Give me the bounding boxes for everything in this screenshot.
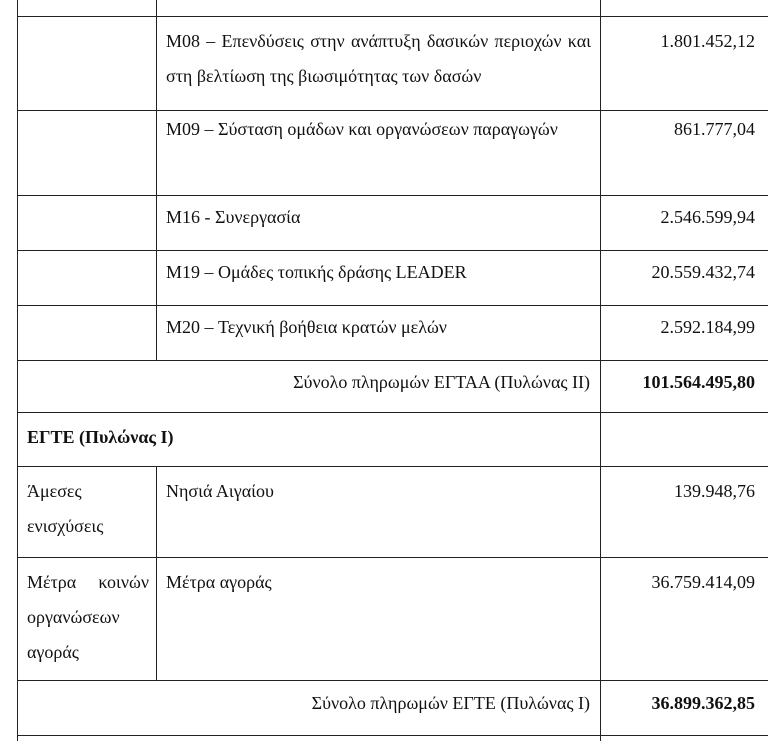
row-divider xyxy=(17,250,768,251)
row-divider xyxy=(17,412,768,413)
total-eafrd-amount: 101.564.495,80 xyxy=(642,372,755,392)
row-divider xyxy=(17,16,768,17)
amount-cell: 36.759.414,09 xyxy=(651,572,755,592)
amount-cell: 2.592.184,99 xyxy=(660,317,755,337)
measure-cell: M20 – Τεχνική βοήθεια κρατών μελών xyxy=(166,317,447,337)
column-divider xyxy=(156,0,157,360)
row-divider xyxy=(17,360,768,361)
total-eagf-label: Σύνολο πληρωμών ΕΓΤΕ (Πυλώνας Ι) xyxy=(311,693,590,713)
measure-cell: M16 - Συνεργασία xyxy=(166,207,301,227)
total-eagf-amount: 36.899.362,85 xyxy=(651,693,755,713)
row-divider xyxy=(17,557,768,558)
category-cell: Άμεσες ενισχύσεις xyxy=(27,481,104,536)
total-eafrd-label: Σύνολο πληρωμών ΕΓΤΑΑ (Πυλώνας ΙΙ) xyxy=(293,372,590,392)
row-divider xyxy=(17,195,768,196)
column-divider xyxy=(156,466,157,680)
amount-cell: 1.801.452,12 xyxy=(660,31,755,51)
amount-cell: 861.777,04 xyxy=(674,119,755,139)
column-divider xyxy=(600,0,601,741)
row-divider xyxy=(17,305,768,306)
measure-cell: Νησιά Αιγαίου xyxy=(166,481,274,501)
amount-cell: 2.546.599,94 xyxy=(660,207,755,227)
measure-cell: M09 – Σύσταση ομάδων και οργανώσεων παραγωγών xyxy=(166,119,558,139)
eagf-section-header: ΕΓΤΕ (Πυλώνας Ι) xyxy=(27,427,174,447)
measure-cell: M19 – Ομάδες τοπικής δράσης LEADER xyxy=(166,262,467,282)
measure-cell: M08 – Επενδύσεις στην ανάπτυξη δασικών περιοχών και στη βελτίωση της βιωσιμότητας των δασών xyxy=(166,31,591,86)
measure-cell: Μέτρα αγοράς xyxy=(166,572,272,592)
row-divider xyxy=(17,735,768,736)
amount-cell: 139.948,76 xyxy=(674,481,755,501)
row-divider xyxy=(17,680,768,681)
category-cell: Μέτρα κοινών οργανώσεων αγοράς xyxy=(27,572,149,662)
column-divider xyxy=(17,0,18,741)
row-divider xyxy=(17,110,768,111)
amount-cell: 20.559.432,74 xyxy=(651,262,755,282)
row-divider xyxy=(17,466,768,467)
